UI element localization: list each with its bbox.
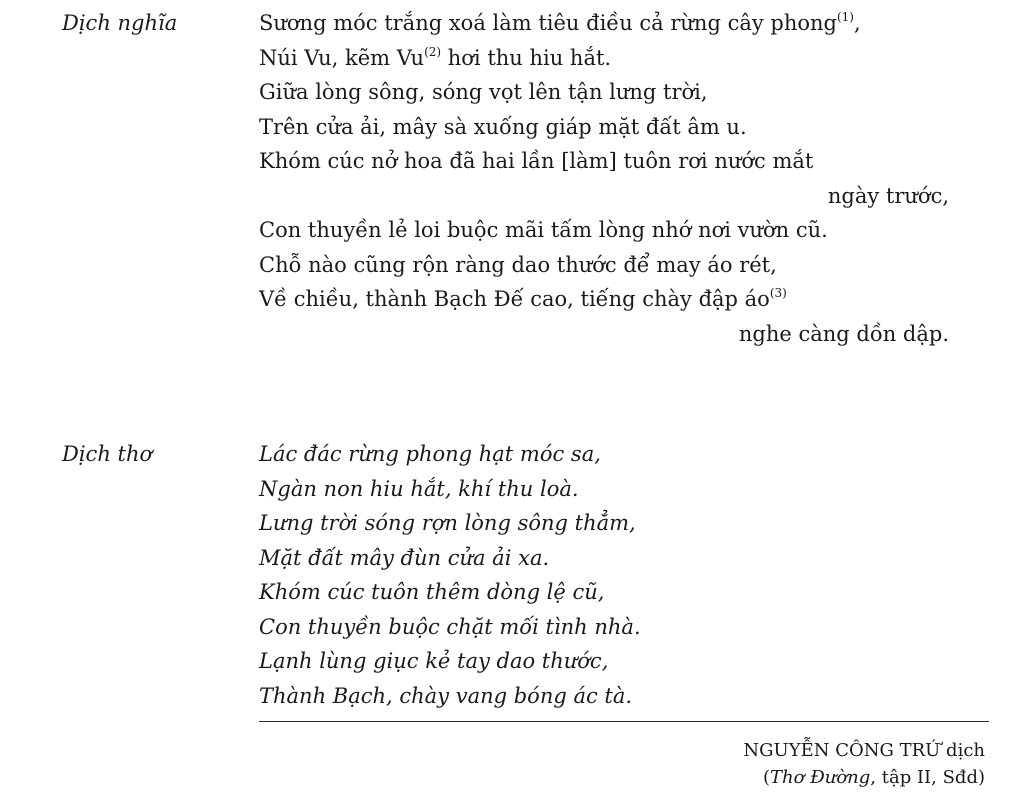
source-title: Thơ Đường <box>770 767 871 788</box>
nghia-line-2: Núi Vu, kẽm Vu$^{(2)}$ hơi thu hiu hắt. <box>259 44 612 70</box>
tho-line-1: Lác đác rừng phong hạt móc sa, <box>259 442 601 466</box>
nghia-line-8-continuation: nghe càng dồn dập. <box>738 321 949 346</box>
nghia-line-8: Về chiều, thành Bạch Đế cao, tiếng chày đập $áo^{(3)}$ <box>259 286 787 311</box>
nghia-line-5: Khóm cúc nở hoa đã hai lần [làm] tuôn rơi nước mắt <box>259 149 814 173</box>
nghia-line-3: Giữa lòng sông, sóng vọt lên tận lưng trời, <box>259 80 708 104</box>
tho-line-5: Khóm cúc tuôn thêm dòng lệ cũ, <box>259 580 605 604</box>
tho-line-6: Con thuyền buộc chặt mối tình nhà. <box>259 614 641 639</box>
nghia-line-1: Sương móc trắng xoá làm tiêu điều cả rừng cây phong$^{(1)}$, <box>259 10 861 35</box>
nghia-line-6: Con thuyền lẻ loi buộc mãi tấm lòng nhớ nơi vườn cũ. <box>259 218 828 242</box>
nghia-line-5-continuation: ngày trước, <box>827 183 949 208</box>
tho-line-8: Thành Bạch, chày vang bóng ác tà. <box>259 683 633 708</box>
footnote-ref-2: (2) <box>424 44 442 59</box>
footnote-ref-3: (3) <box>769 286 787 300</box>
dich-tho-label: Dịch thơ <box>62 442 153 466</box>
divider-rule <box>259 721 989 722</box>
footnote-ref-1: (1) <box>836 10 854 24</box>
dich-nghia-label: Dịch nghĩa <box>62 11 178 35</box>
dich-tho-poem <box>259 437 949 713</box>
nghia-line-7: Chỗ nào cũng rộn ràng dao thước để may áo rét, <box>259 252 777 277</box>
tho-line-2: Ngàn non hiu hắt, khí thu loà. <box>259 476 579 501</box>
nghia-line-4: Trên cửa ải, mây sà xuống giáp mặt đất âm u. <box>259 114 747 139</box>
tho-line-4: Mặt đất mây đùn cửa ải xa. <box>259 545 550 570</box>
translator-credit: NGUYỄN CÔNG TRỨ dịch <box>743 740 985 761</box>
dich-nghia-text <box>259 6 949 351</box>
source-citation: (Thơ Đường, tập II, Sđd) <box>763 767 985 788</box>
tho-line-3: Lưng trời sóng rợn lòng sông thẳm, <box>259 511 636 535</box>
tho-line-7: Lạnh lùng giục kẻ tay dao thước, <box>259 649 609 673</box>
